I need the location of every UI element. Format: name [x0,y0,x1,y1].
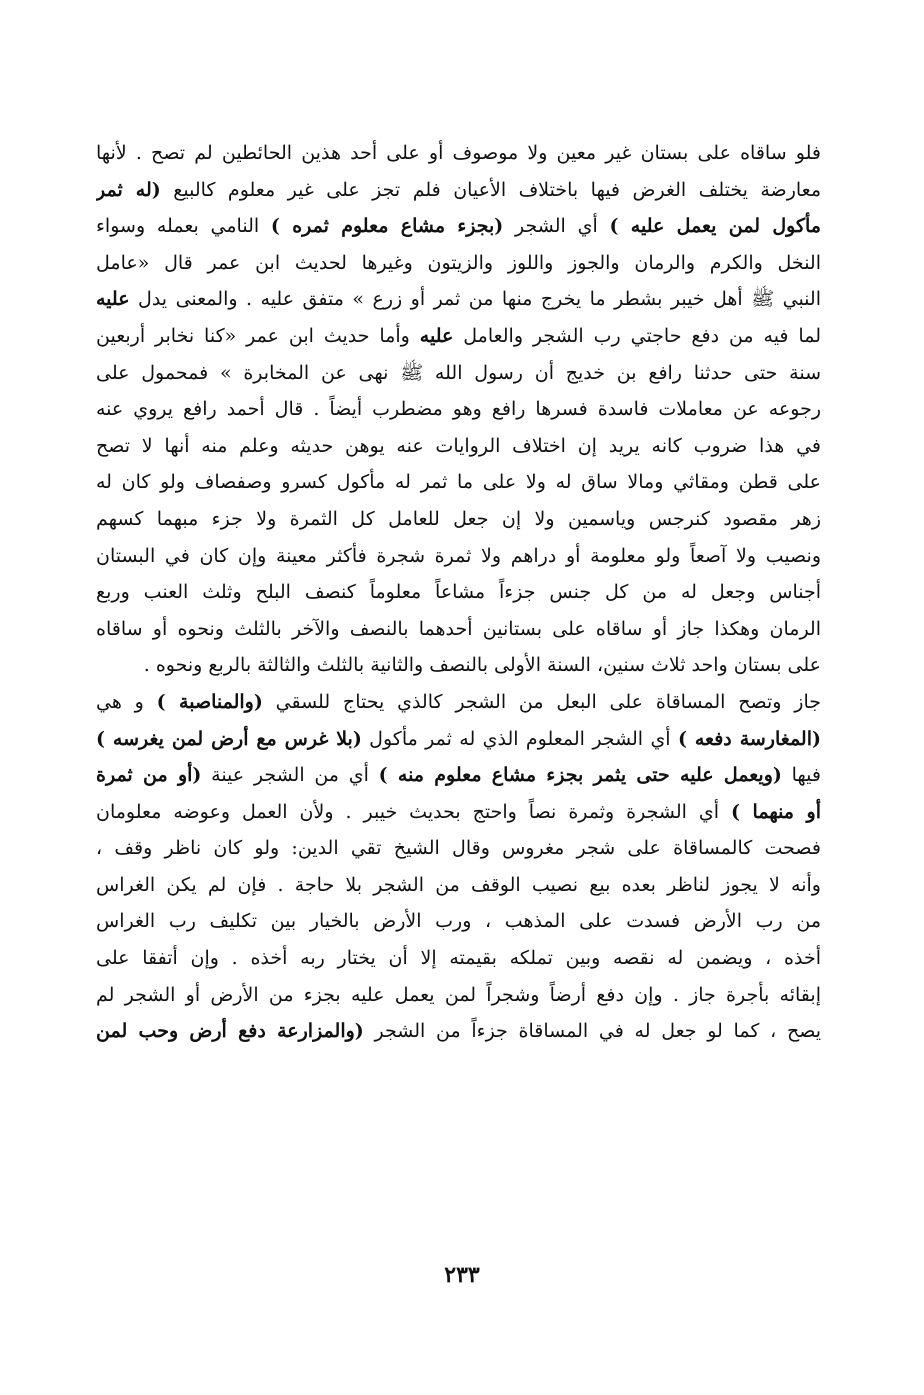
text-line [96,611,821,648]
text-segment: فيها [781,764,821,787]
text-segment: و هي [96,690,157,713]
text-line [96,940,821,977]
text-segment: يصح ، كما لو جعل له في المساقاة جزءاً من الشجر [363,1020,821,1043]
text-segment: جاز وتصح المساقاة على البعل من الشجر كالذي يحتاج للسقي [262,690,821,713]
bold-text-segment: عليه [419,324,454,347]
text-line [96,647,821,684]
bold-text-segment: (بجزء مشاع معلوم ثمره ) [270,215,504,238]
text-segment: أي الشجر المعلوم الذي له ثمر مأكول [361,727,678,750]
text-segment: وأنه لا يجوز لناظر بعده بيع نصيب الوقف من الشجر بلا حاجة . فإن لم يكن الغراس [96,873,821,896]
text-line [96,464,821,501]
bold-text-segment: (المغارسة دفعه ) [677,727,821,750]
text-line [96,903,821,940]
body-text [96,135,821,1050]
text-line [96,245,821,282]
bold-text-segment: (أو من ثمرة [96,764,202,787]
text-line [96,830,821,867]
text-line [96,391,821,428]
text-segment: في هذا ضروب كانه يريد إن اختلاف الروايات عنه يوهن حديثه وعلم منه أنها لا تصح [96,434,821,457]
bold-text-segment: أو منهما ) [731,800,821,823]
text-line [96,721,821,758]
text-line [96,208,821,245]
text-segment: وأما حديث ابن عمر «كنا نخابر أربعين [96,324,420,347]
text-line [96,172,821,209]
bold-text-segment: (له ثمر [96,178,161,201]
text-line [96,574,821,611]
text-line [96,1013,821,1050]
text-line [96,318,821,355]
text-segment: لما فيه من دفع حاجتي رب الشجر والعامل [453,324,821,347]
bold-text-segment: (ويعمل عليه حتى يثمر بجزء مشاع معلوم منه ) [378,764,782,787]
text-line [96,355,821,392]
text-line [96,428,821,465]
text-segment: فصحت كالمساقاة على شجر مغروس وقال الشيخ تقي الدين: ولو كان ناظر وقف ، [96,837,821,860]
text-segment: أي من الشجر عينة [201,764,379,787]
text-segment: سنة حتى حدثنا رافع بن خديج أن رسول الله ﷺ نهى عن المخابرة » فمحمول على [96,361,821,384]
text-line [96,135,821,172]
page-number: ٢٣٣ [444,1262,480,1288]
text-segment: معارضة يختلف الغرض فيها باختلاف الأعيان فلم تجز على غير معلوم كالبيع [160,178,821,201]
text-segment: النبي ﷺ أهل خيبر بشطر ما يخرج منها من ثمر أو زرع » متفق عليه . والمعنى يدل [129,288,821,311]
text-segment: أجناس وجعل له من كل جنس جزءاً مشاعاً معلوماً كنصف البلح وثلث العنب وربع [96,581,821,604]
text-segment: من رب الأرض فسدت على المذهب ، ورب الأرض بالخيار بين تكليف رب الغراس [96,910,821,933]
text-line [96,794,821,831]
bold-text-segment: (بلا غرس مع أرض لمن يغرسه ) [96,727,362,750]
text-segment: النامي بعمله وسواء [96,215,271,238]
bold-text-segment: مأكول لمن يعمل عليه ) [609,215,821,238]
text-segment: أي الشجر [503,215,610,238]
text-line [96,501,821,538]
text-line [96,684,821,721]
text-segment: ونصيب ولا آصعاً ولو معلومة أو دراهم ولا ثمرة شجرة فأكثر معينة وإن كان في البستان [96,544,821,567]
text-segment: أي الشجرة وثمرة نصاً واحتج بحديث خيبر . ولأن العمل وعوضه معلومان [96,800,731,823]
text-line [96,867,821,904]
text-segment: فلو ساقاه على بستان غير معين ولا موصوف أو على أحد هذين الحائطين لم تصح . لأنها [96,142,821,164]
text-segment: أخذه ، ويضمن له نقصه وبين تملكه بقيمته إلا أن يختار ربه أخذه . وإن أتفقا على [96,947,821,970]
text-segment: النخل والكرم والرمان والجوز واللوز والزيتون وغيرها لحديث ابن عمر قال «عامل [96,251,821,274]
text-line [96,757,821,794]
text-line [96,281,821,318]
bold-text-segment: (والمزارعة دفع أرض وحب لمن [96,1020,364,1043]
bold-text-segment: عليه [96,288,130,311]
text-line [96,538,821,575]
text-segment: الرمان وهكذا جاز أو ساقاه على بستانين أحدهما بالنصف والآخر بالثلث ونحوه أو ساقاه [96,617,821,640]
text-segment: على قطن ومقاثي ومالا ساق له ولا على ما ثمر له مأكول كسرو وصفصاف ولو كان له [96,471,821,494]
text-segment: إبقائه بأجرة جاز . وإن دفع أرضاً وشجراً لمن يعمل عليه بجزء من الأرض أو الشجر لم [96,983,821,1006]
text-segment: رجوعه عن معاملات فاسدة فسرها رافع وهو مضطرب أيضاً . قال أحمد رافع يروي عنه [96,398,821,421]
text-line [96,977,821,1014]
bold-text-segment: (والمناصبة ) [156,690,263,713]
text-segment: على بستان واحد ثلاث سنين، السنة الأولى بالنصف والثانية بالثلث والثالثة بالربع ونحوه . [143,654,821,677]
text-segment: زهر مقصود كنرجس وياسمين ولا إن جعل للعامل كل الثمرة ولا جزء مبهما كسهم [96,507,821,530]
